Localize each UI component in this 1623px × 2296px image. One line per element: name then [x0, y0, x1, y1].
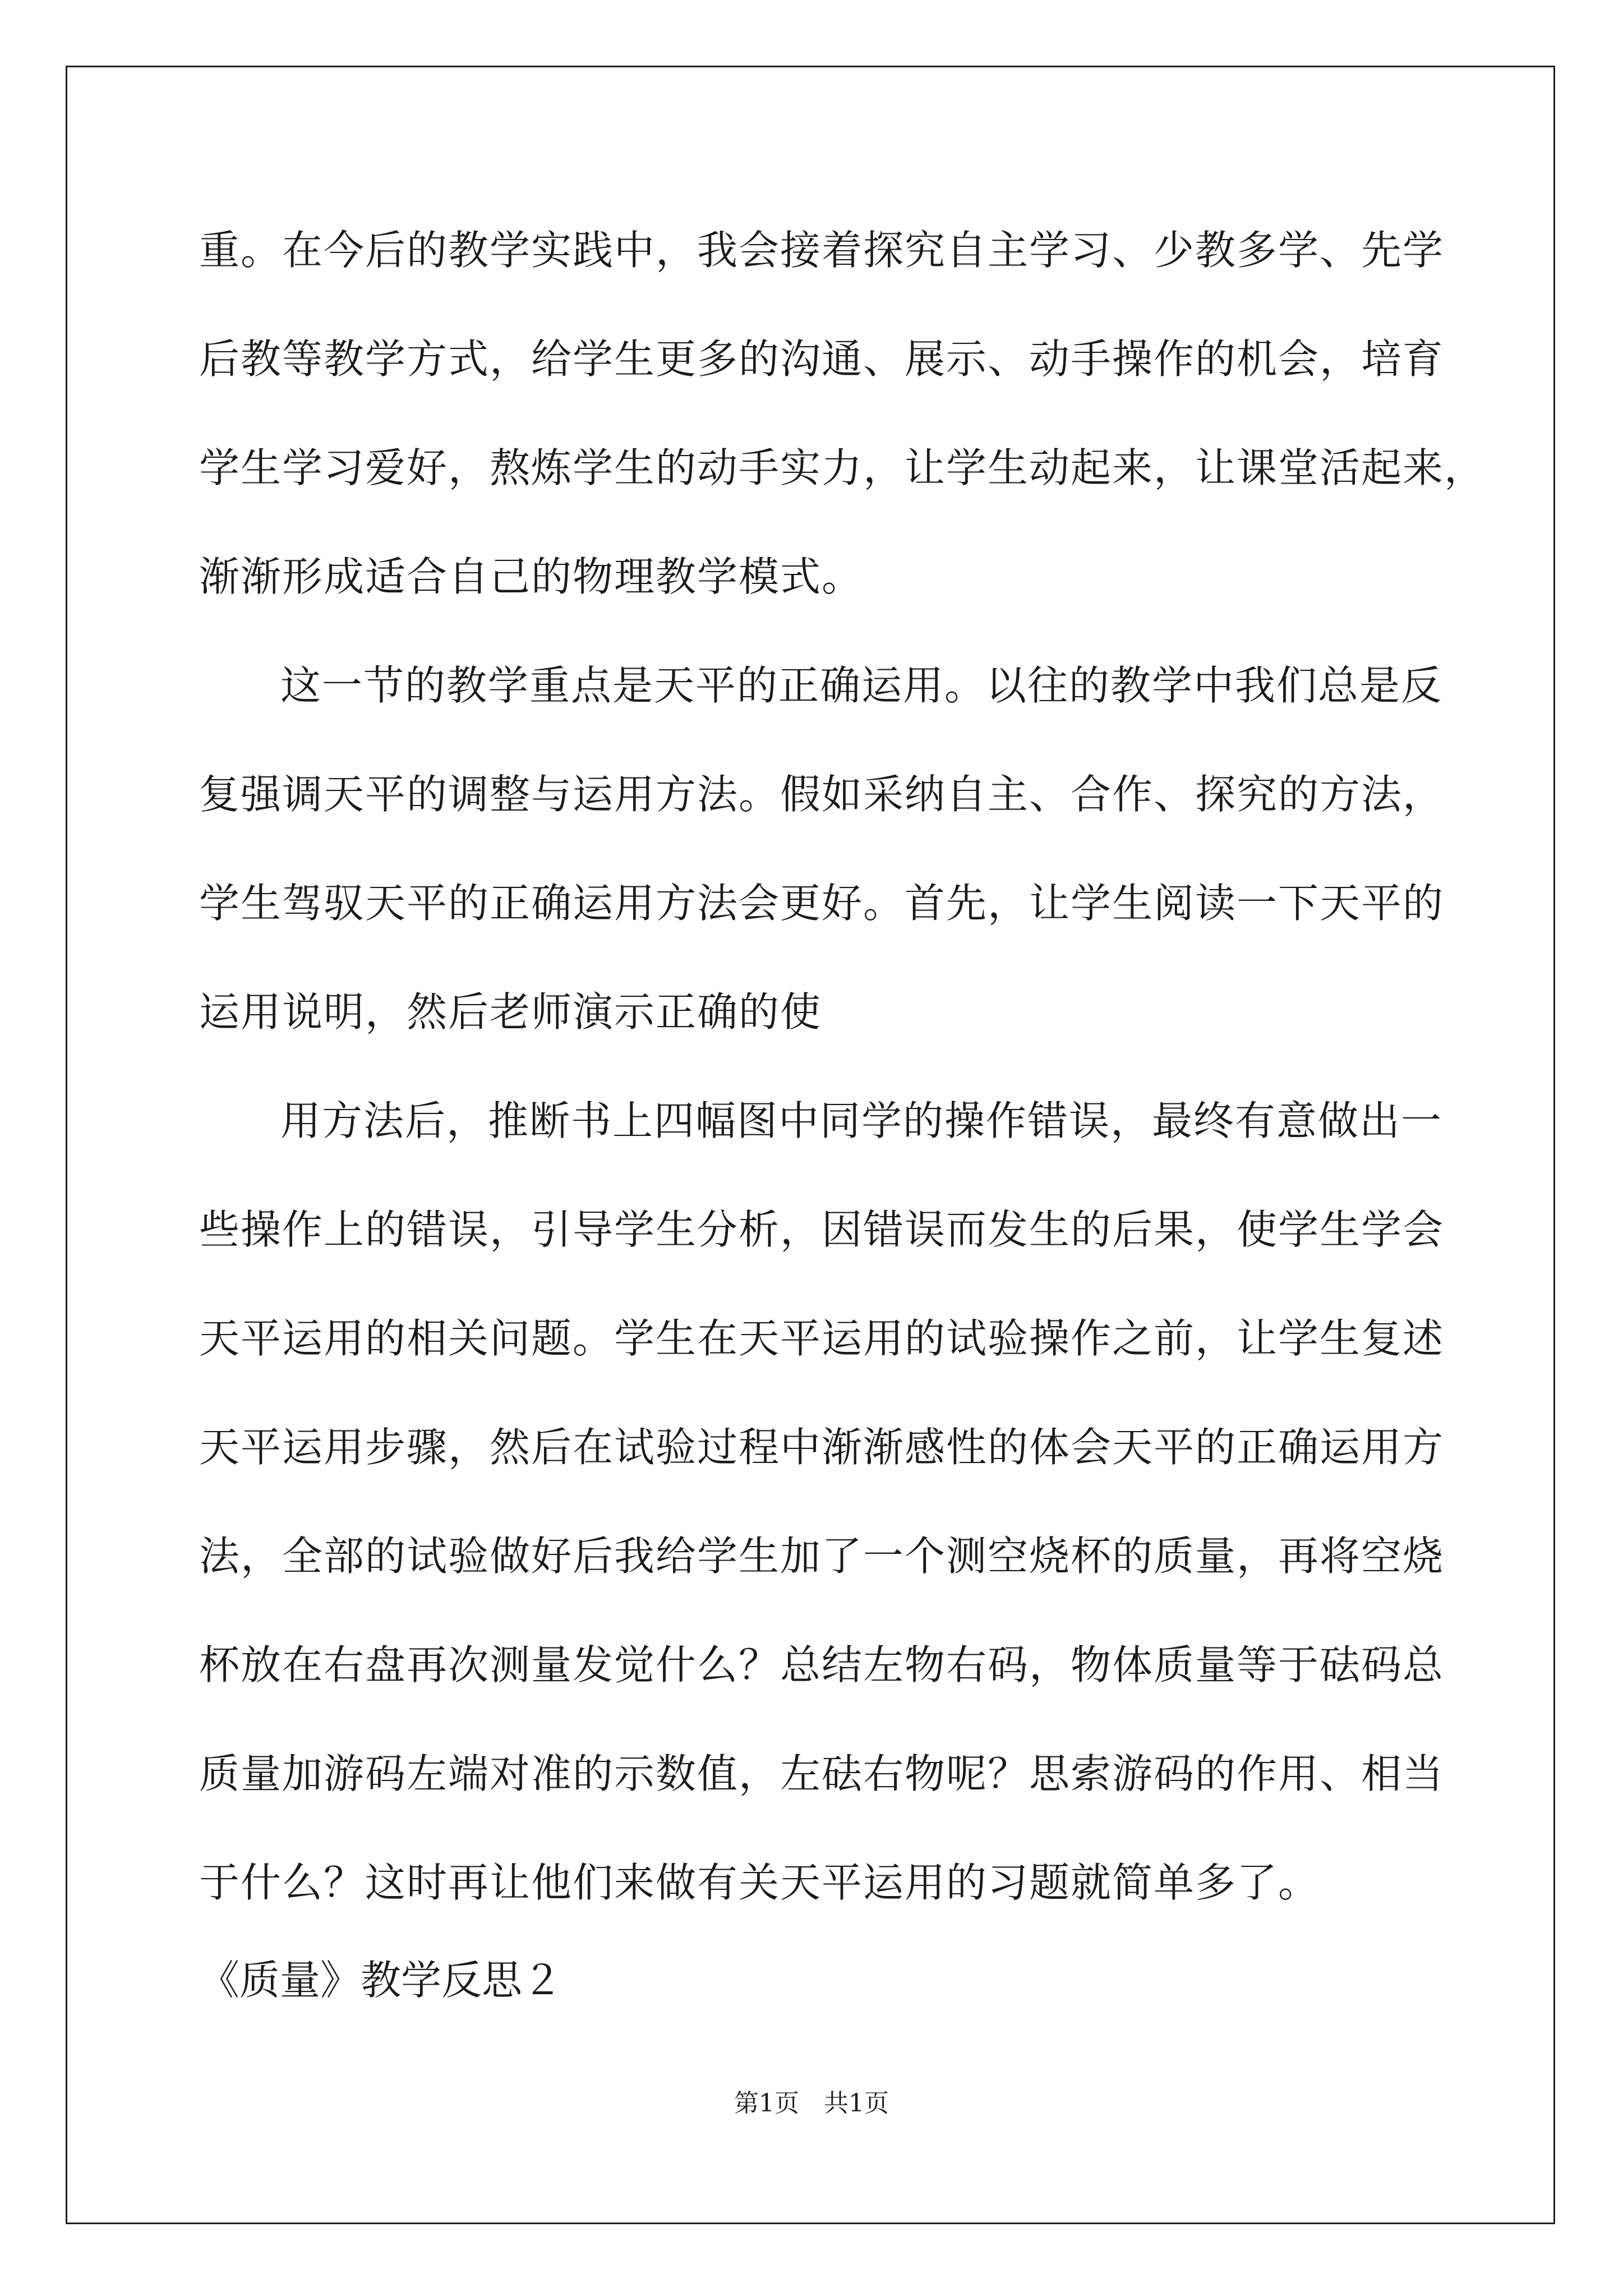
- text-line: 学生学习爱好，熬炼学生的动手实力，让学生动起来，让课堂活起来，: [199, 444, 1486, 491]
- text-line: 重。在今后的教学实践中，我会接着探究自主学习、少教多学、先学: [199, 227, 1445, 274]
- text-line: 天平运用的相关问题。学生在天平运用的试验操作之前，让学生复述: [199, 1315, 1445, 1362]
- text-line: 质量加游码左端对准的示数值，左砝右物呢？思索游码的作用、相当: [199, 1750, 1445, 1797]
- page-footer: 第1页 共1页: [734, 2089, 889, 2118]
- text-line: 学生驾驭天平的正确运用方法会更好。首先，让学生阅读一下天平的: [199, 880, 1445, 927]
- text-line: 杯放在右盘再次测量发觉什么？总结左物右码，物体质量等于砝码总: [199, 1641, 1445, 1688]
- text-line: 复强调天平的调整与运用方法。假如采纳自主、合作、探究的方法，: [199, 771, 1445, 818]
- paragraph-first-line: 用方法后，推断书上四幅图中同学的操作错误，最终有意做出一: [280, 1097, 1443, 1144]
- text-line: 后教等教学方式，给学生更多的沟通、展示、动手操作的机会，培育: [199, 335, 1445, 383]
- text-line: 于什么？这时再让他们来做有关天平运用的习题就简单多了。: [199, 1859, 1320, 1906]
- text-line: 法，全部的试验做好后我给学生加了一个测空烧杯的质量，再将空烧: [199, 1533, 1445, 1580]
- text-line: 渐渐形成适合自己的物理教学模式。: [199, 553, 864, 600]
- section-heading: 《质量》教学反思２: [199, 1957, 563, 2004]
- text-line: 运用说明，然后老师演示正确的使: [199, 988, 822, 1036]
- paragraph-first-line: 这一节的教学重点是天平的正确运用。以往的教学中我们总是反: [280, 662, 1443, 709]
- text-line: 些操作上的错误，引导学生分析，因错误而发生的后果，使学生学会: [199, 1206, 1445, 1253]
- text-line: 天平运用步骤，然后在试验过程中渐渐感性的体会天平的正确运用方: [199, 1424, 1445, 1471]
